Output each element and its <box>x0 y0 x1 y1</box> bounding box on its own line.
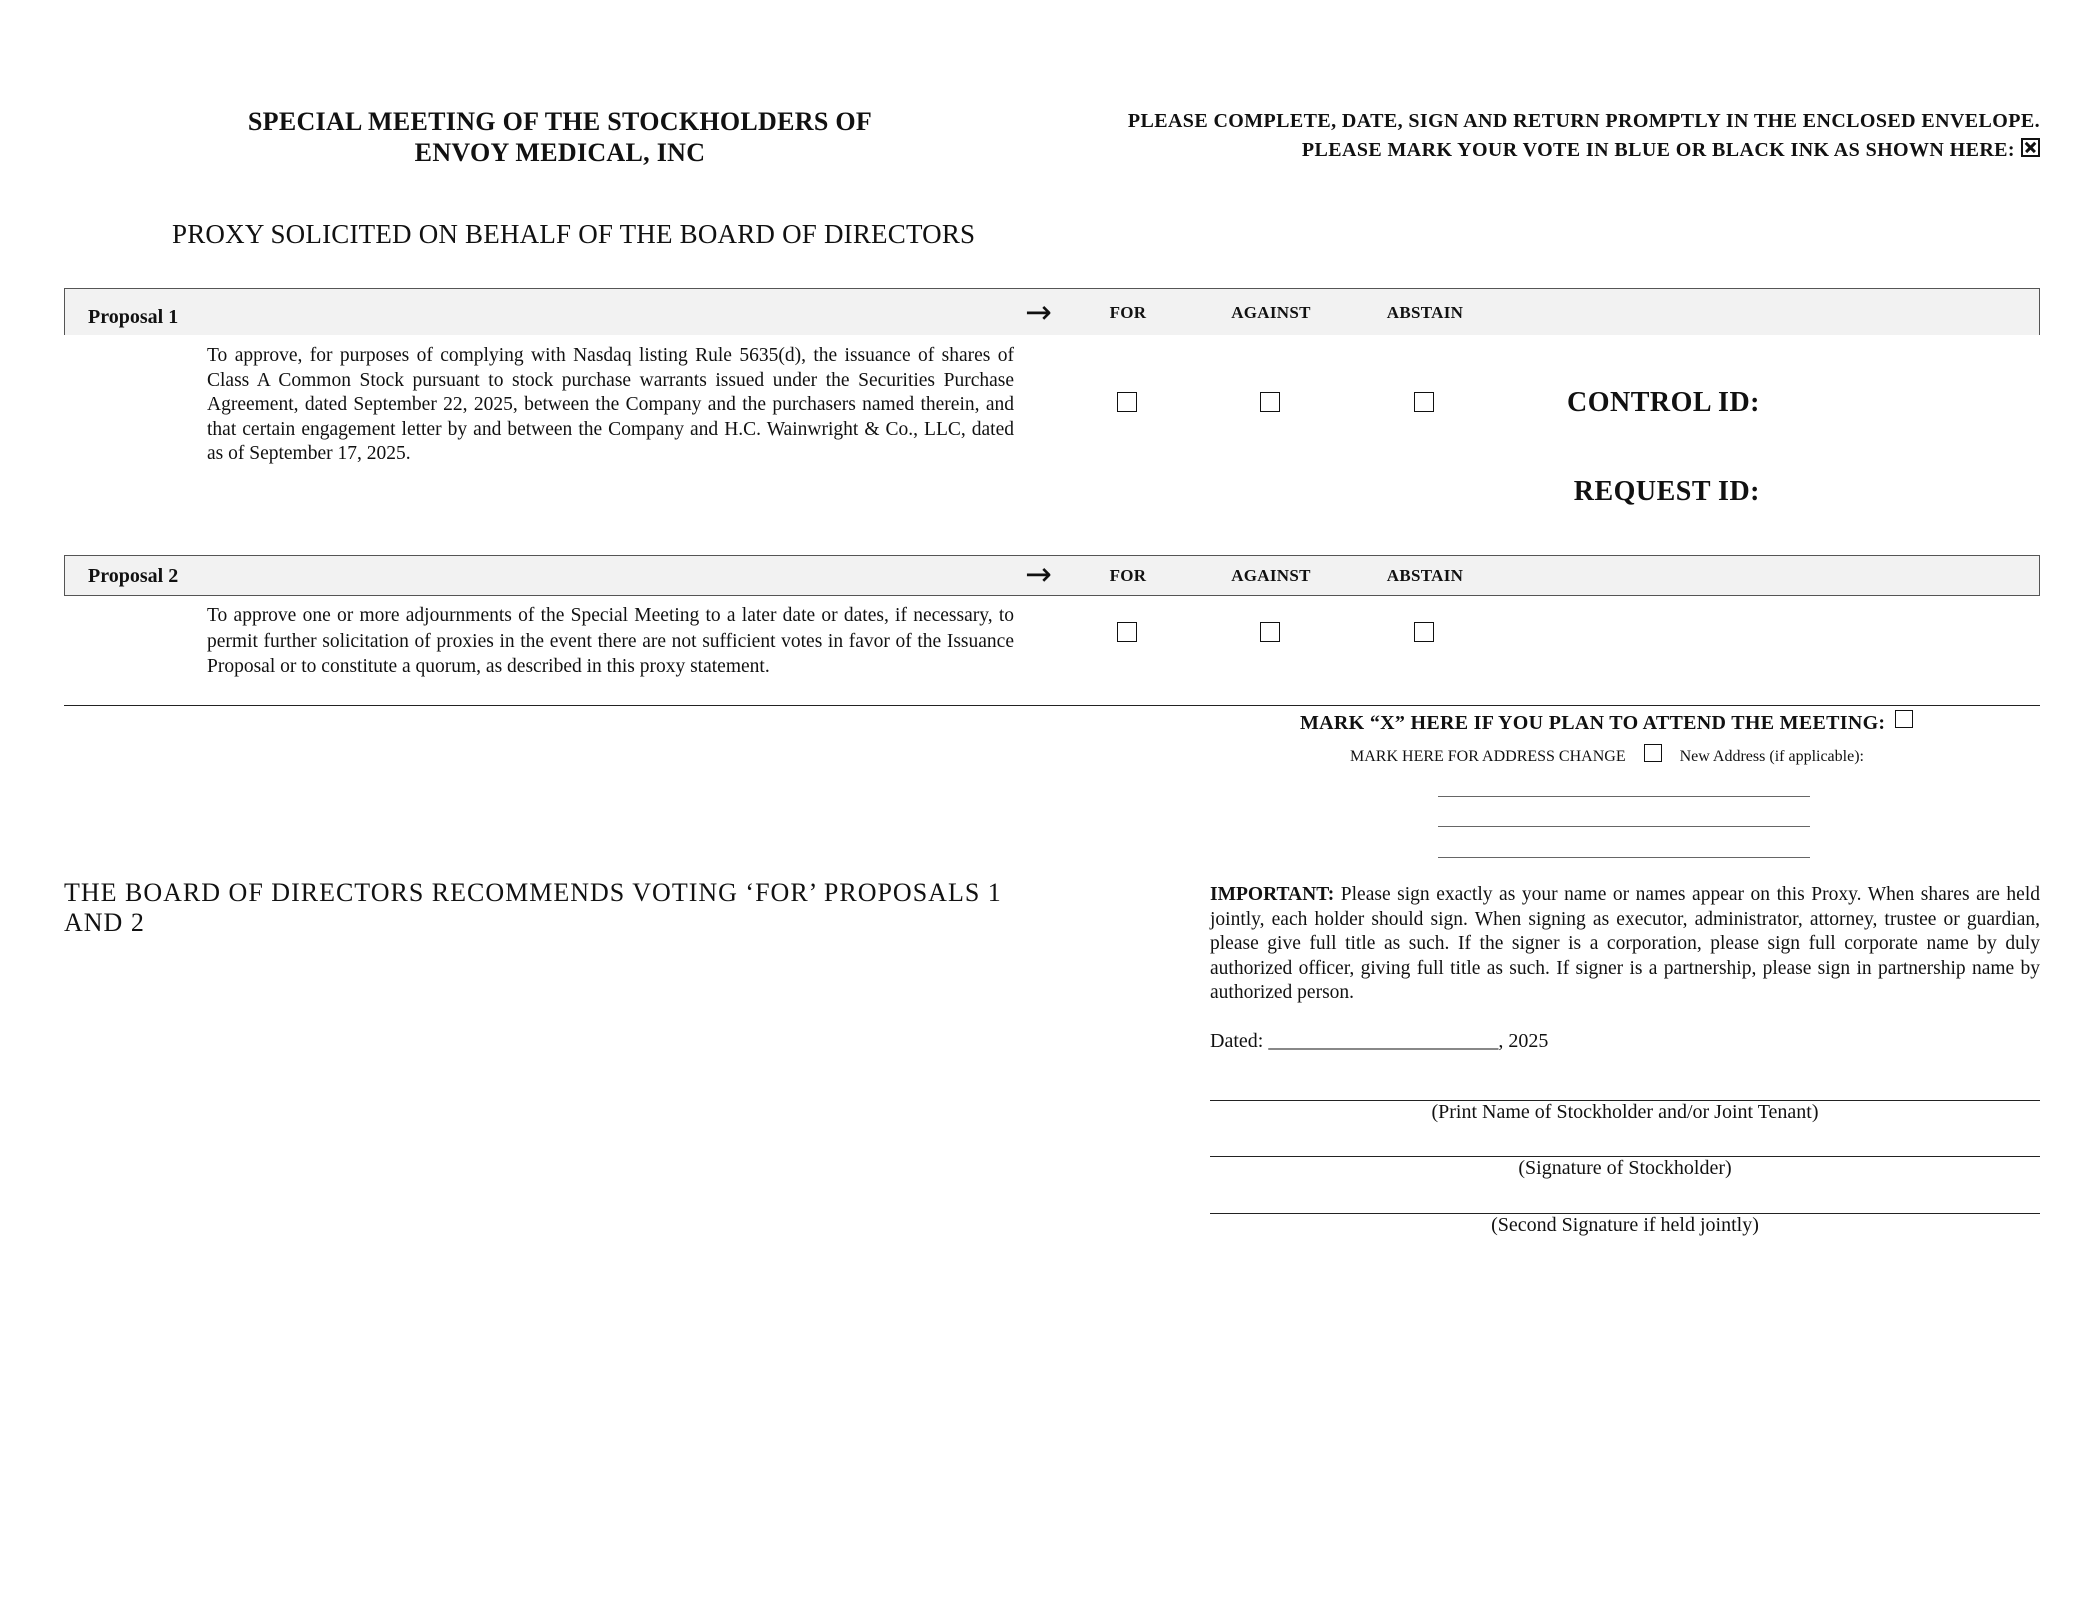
second-signature-caption: (Second Signature if held jointly) <box>1491 1214 1759 1236</box>
dated-row <box>1210 1030 1548 1053</box>
new-address-line-2[interactable] <box>1438 826 1810 827</box>
signature-caption: (Signature of Stockholder) <box>1518 1157 1732 1179</box>
instructions <box>1128 107 2040 165</box>
instruction-line1: PLEASE COMPLETE, DATE, SIGN AND RETURN PROMPTLY IN THE ENCLOSED ENVELOPE. <box>1127 110 2040 132</box>
control-id-label: CONTROL ID: <box>1567 387 1760 418</box>
proposal-1-for-header: FOR <box>1109 303 1147 322</box>
new-address-line-3[interactable] <box>1438 857 1810 858</box>
marked-checkbox-example-icon <box>2021 138 2040 157</box>
address-change-checkbox[interactable] <box>1644 744 1662 762</box>
meeting-title-line1: SPECIAL MEETING OF THE STOCKHOLDERS OF <box>247 107 873 136</box>
proposal-1-abstain-header: ABSTAIN <box>1386 303 1464 322</box>
proposal-2-against-header: AGAINST <box>1231 566 1311 585</box>
instruction-line2-text: PLEASE MARK YOUR VOTE IN BLUE OR BLACK INK AS SHOWN HERE: <box>1301 139 2015 161</box>
new-address-line-1[interactable] <box>1438 796 1810 797</box>
proposal-2-abstain-header: ABSTAIN <box>1386 566 1464 585</box>
important-lead: IMPORTANT: <box>1210 884 1335 905</box>
proposal-2-for-header: FOR <box>1109 566 1147 585</box>
arrow-right-icon: → <box>1025 555 1052 593</box>
proxy-solicited-heading: PROXY SOLICITED ON BEHALF OF THE BOARD OF DIRECTORS <box>172 219 976 249</box>
proposal-1-abstain-checkbox[interactable] <box>1414 392 1434 412</box>
proposal-2-against-checkbox[interactable] <box>1260 622 1280 642</box>
arrow-right-icon: → <box>1025 293 1052 331</box>
proposal-2-for-checkbox[interactable] <box>1117 622 1137 642</box>
proposal-2-abstain-checkbox[interactable] <box>1414 622 1434 642</box>
meeting-title <box>160 106 960 168</box>
attend-meeting-label: MARK “X” HERE IF YOU PLAN TO ATTEND THE MEETING: <box>1300 712 1886 734</box>
attend-meeting-checkbox[interactable] <box>1895 710 1913 728</box>
address-change-label: MARK HERE FOR ADDRESS CHANGE <box>1350 748 1626 765</box>
important-notice <box>1210 883 2040 1006</box>
instruction-line2 <box>1128 136 2040 165</box>
attend-meeting-row <box>1300 710 1913 735</box>
meeting-title-line2: ENVOY MEDICAL, INC <box>414 138 706 167</box>
important-text: Please sign exactly as your name or names appear on this Proxy. When shares are held jointly, each holder should sign. When signing as executor, administrator, attorney, trustee or guardian, please give full title as such. If the signer is a corporation, please sign full corporate name by duly authorized officer, giving full title as such. If signer is a partnership, please sign in partnership name by authorized person. <box>1210 884 2040 1003</box>
print-name-caption: (Print Name of Stockholder and/or Joint Tenant) <box>1431 1101 1819 1123</box>
dated-year: , 2025 <box>1498 1030 1549 1052</box>
board-recommendation: THE BOARD OF DIRECTORS RECOMMENDS VOTING ‘FOR’ PROPOSALS 1 AND 2 <box>64 878 1002 937</box>
proposal-1-text: To approve, for purposes of complying with Nasdaq listing Rule 5635(d), the issuance of shares of Class A Common Stock pursuant to stock purchase warrants issued under the Securities Purchase Agreement, dated September 22, 2025, between the Company and the purchasers named therein, and that certain engagement letter by and between the Company and H.C. Wainwright & Co., LLC, dated as of September 17, 2025. <box>207 345 1014 464</box>
section-divider <box>64 705 2040 706</box>
proposal-1-against-checkbox[interactable] <box>1260 392 1280 412</box>
proposal-2-label: Proposal 2 <box>88 565 179 587</box>
request-id-label: REQUEST ID: <box>1573 476 1760 507</box>
address-change-row <box>1350 744 1864 766</box>
proposal-2-text: To approve one or more adjournments of the Special Meeting to a later date or dates, if necessary, to permit further solicitation of proxies in the event there are not sufficient votes in favor of the Issuance Proposal or to constitute a quorum, as described in this proxy statement. <box>207 605 1014 677</box>
proposal-1-for-checkbox[interactable] <box>1117 392 1137 412</box>
dated-label: Dated: <box>1210 1030 1264 1052</box>
new-address-label: New Address (if applicable): <box>1679 748 1864 765</box>
dated-field[interactable]: _______________________ <box>1268 1030 1499 1052</box>
proposal-1-against-header: AGAINST <box>1231 303 1311 322</box>
proposal-1-label: Proposal 1 <box>88 306 179 328</box>
